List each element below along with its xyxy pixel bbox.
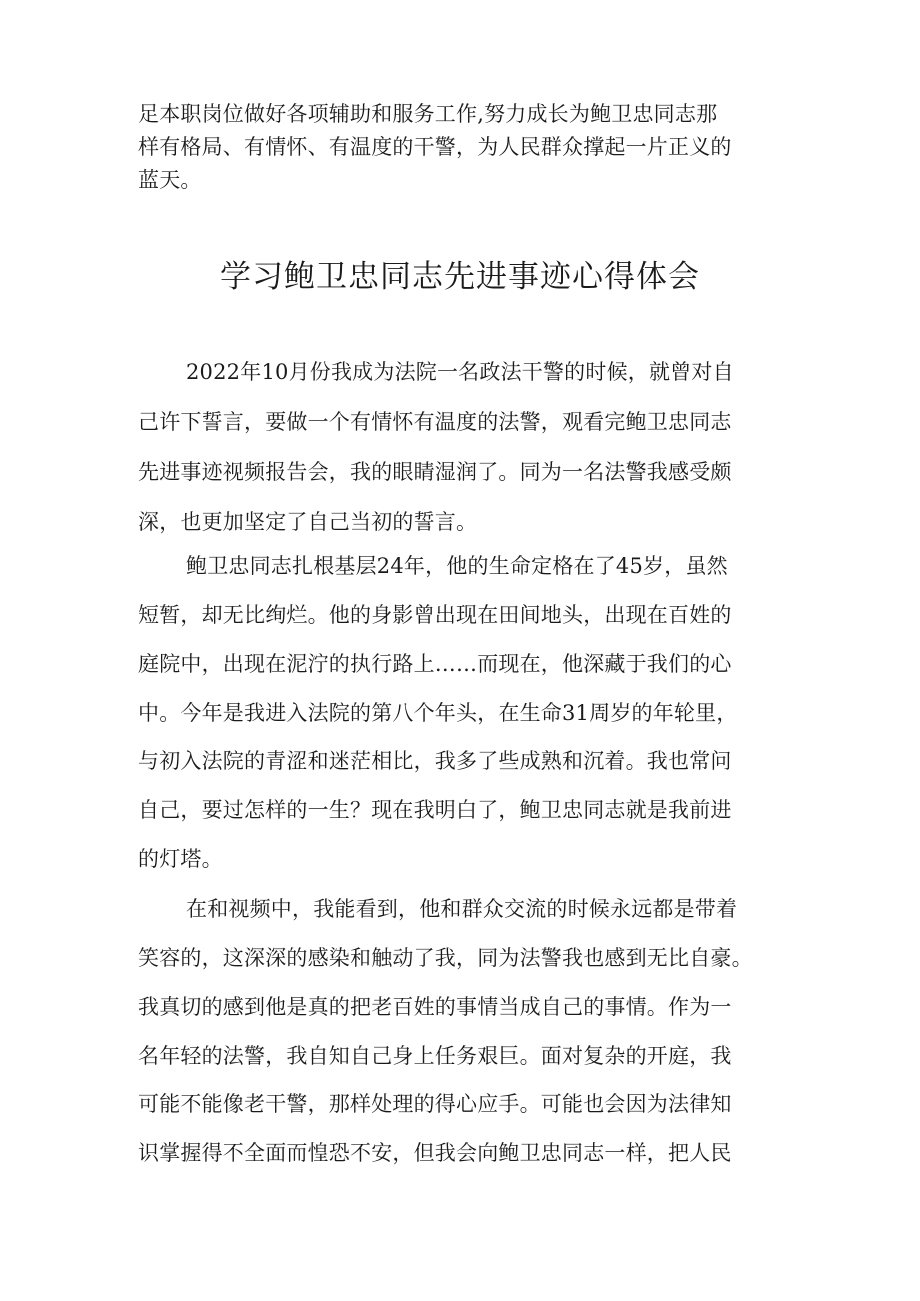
paragraph-line: 中。今年是我进入法院的第八个年头，在生命31周岁的年轮里， bbox=[138, 701, 738, 725]
paragraph-line: 鲍卫忠同志扎根基层24年，他的生命定格在了45岁，虽然 bbox=[186, 554, 728, 578]
paragraph-line: 名年轻的法警，我自知自己身上任务艰巨。面对复杂的开庭，我 bbox=[138, 1044, 732, 1068]
paragraph-line: 短暂，却无比绚烂。他的身影曾出现在田间地头，出现在百姓的 bbox=[138, 603, 732, 627]
paragraph-line: 先进事迹视频报告会，我的眼睛湿润了。同为一名法警我感受颇 bbox=[138, 460, 732, 484]
paragraph-line: 可能不能像老干警，那样处理的得心应手。可能也会因为法律知 bbox=[138, 1092, 732, 1116]
paragraph-line: 己许下誓言，要做一个有情怀有温度的法警，观看完鲍卫忠同志 bbox=[138, 410, 732, 434]
paragraph-line: 庭院中，出现在泥泞的执行路上……而现在，他深藏于我们的心 bbox=[138, 652, 732, 676]
paragraph-line: 的灯塔。 bbox=[138, 847, 223, 871]
paragraph-line: 2022年10月份我成为法院一名政法干警的时候，就曾对自 bbox=[186, 360, 734, 384]
paragraph-line: 自己，要过怎样的一生？现在我明白了，鲍卫忠同志就是我前进 bbox=[138, 798, 732, 822]
intro-line: 样有格局、有情怀、有温度的干警，为人民群众撑起一片正义的 bbox=[138, 135, 732, 159]
paragraph-line: 我真切的感到他是真的把老百姓的事情当成自己的事情。作为一 bbox=[138, 995, 732, 1019]
paragraph-line: 在和视频中，我能看到，他和群众交流的时候永远都是带着 bbox=[186, 897, 738, 921]
page-title: 学习鲍卫忠同志先进事迹心得体会 bbox=[220, 259, 700, 295]
intro-line: 蓝天。 bbox=[138, 168, 202, 192]
paragraph-line: 深，也更加坚定了自己当初的誓言。 bbox=[138, 510, 478, 534]
paragraph-line: 识掌握得不全面而惶恐不安，但我会向鲍卫忠同志一样，把人民 bbox=[138, 1141, 732, 1165]
paragraph-line: 与初入法院的青涩和迷茫相比，我多了些成熟和沉着。我也常问 bbox=[138, 749, 732, 773]
intro-line: 足本职岗位做好各项辅助和服务工作,努力成长为鲍卫忠同志那 bbox=[138, 102, 718, 126]
paragraph-line: 笑容的，这深深的感染和触动了我，同为法警我也感到无比自豪。 bbox=[138, 946, 753, 970]
